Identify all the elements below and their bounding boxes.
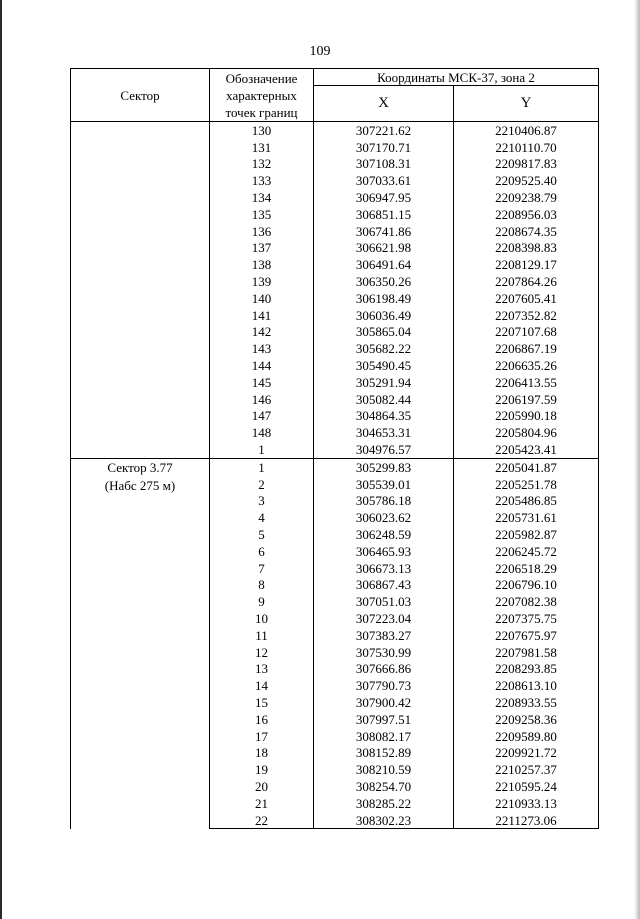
- x-coordinate: 308210.59: [314, 761, 454, 778]
- x-coordinate: 305682.22: [314, 340, 454, 357]
- point-number: 22: [210, 812, 314, 829]
- y-coordinate: 2209238.79: [454, 189, 599, 206]
- point-number: 141: [210, 307, 314, 324]
- point-number: 132: [210, 156, 314, 173]
- table-header: [71, 69, 599, 122]
- y-coordinate: 2209525.40: [454, 172, 599, 189]
- y-coordinate: 2207107.68: [454, 324, 599, 341]
- x-coordinate: 307900.42: [314, 694, 454, 711]
- y-coordinate: 2208129.17: [454, 256, 599, 273]
- sector-cell: [71, 458, 210, 829]
- point-number: 147: [210, 408, 314, 425]
- y-coordinate: 2205251.78: [454, 476, 599, 493]
- x-coordinate: 305539.01: [314, 476, 454, 493]
- y-coordinate: 2207375.75: [454, 610, 599, 627]
- y-coordinate: 2211273.06: [454, 812, 599, 829]
- point-number: 21: [210, 795, 314, 812]
- x-coordinate: 305786.18: [314, 493, 454, 510]
- x-coordinate: 306248.59: [314, 526, 454, 543]
- x-coordinate: 306851.15: [314, 206, 454, 223]
- x-coordinate: 307170.71: [314, 139, 454, 156]
- x-coordinate: 308254.70: [314, 778, 454, 795]
- point-number: 146: [210, 391, 314, 408]
- point-number: 1: [210, 458, 314, 475]
- y-coordinate: 2205041.87: [454, 458, 599, 475]
- header-x: X: [314, 86, 454, 122]
- point-number: 17: [210, 728, 314, 745]
- x-coordinate: 305299.83: [314, 458, 454, 475]
- scan-right-shadow: [634, 0, 640, 919]
- x-coordinate: 306036.49: [314, 307, 454, 324]
- x-coordinate: 306023.62: [314, 509, 454, 526]
- point-number: 20: [210, 778, 314, 795]
- header-sector: Сектор: [71, 69, 210, 122]
- point-number: 144: [210, 357, 314, 374]
- x-coordinate: 307383.27: [314, 627, 454, 644]
- x-coordinate: 308285.22: [314, 795, 454, 812]
- point-number: 2: [210, 476, 314, 493]
- y-coordinate: 2206635.26: [454, 357, 599, 374]
- x-coordinate: 307997.51: [314, 711, 454, 728]
- x-coordinate: 307221.62: [314, 122, 454, 139]
- point-number: 140: [210, 290, 314, 307]
- point-number: 10: [210, 610, 314, 627]
- header-designation: Обозначение характерных точек границ: [210, 69, 314, 122]
- y-coordinate: 2210406.87: [454, 122, 599, 139]
- point-number: 7: [210, 560, 314, 577]
- y-coordinate: 2206197.59: [454, 391, 599, 408]
- point-number: 133: [210, 172, 314, 189]
- point-number: 136: [210, 223, 314, 240]
- y-coordinate: 2205804.96: [454, 424, 599, 441]
- y-coordinate: 2206518.29: [454, 560, 599, 577]
- y-coordinate: 2205990.18: [454, 408, 599, 425]
- point-number: 143: [210, 340, 314, 357]
- point-number: 134: [210, 189, 314, 206]
- point-number: 8: [210, 577, 314, 594]
- x-coordinate: 307108.31: [314, 156, 454, 173]
- x-coordinate: 306491.64: [314, 256, 454, 273]
- y-coordinate: 2207082.38: [454, 593, 599, 610]
- table-row: [71, 122, 599, 139]
- sector-cell: [71, 122, 210, 459]
- x-coordinate: 304864.35: [314, 408, 454, 425]
- x-coordinate: 306350.26: [314, 273, 454, 290]
- point-number: 6: [210, 543, 314, 560]
- y-coordinate: 2210595.24: [454, 778, 599, 795]
- y-coordinate: 2206413.55: [454, 374, 599, 391]
- page-number: 109: [309, 44, 331, 59]
- point-number: 16: [210, 711, 314, 728]
- x-coordinate: 307223.04: [314, 610, 454, 627]
- point-number: 137: [210, 240, 314, 257]
- point-number: 3: [210, 493, 314, 510]
- x-coordinate: 307033.61: [314, 172, 454, 189]
- x-coordinate: 307790.73: [314, 677, 454, 694]
- point-number: 9: [210, 593, 314, 610]
- x-coordinate: 308082.17: [314, 728, 454, 745]
- sector-name: Сектор 3.77: [107, 459, 173, 475]
- point-number: 5: [210, 526, 314, 543]
- point-number: 130: [210, 122, 314, 139]
- x-coordinate: 307666.86: [314, 661, 454, 678]
- y-coordinate: 2207981.58: [454, 644, 599, 661]
- table-body: [71, 122, 599, 829]
- x-coordinate: 306741.86: [314, 223, 454, 240]
- table-row: [71, 458, 599, 475]
- y-coordinate: 2210110.70: [454, 139, 599, 156]
- x-coordinate: 305082.44: [314, 391, 454, 408]
- x-coordinate: 306673.13: [314, 560, 454, 577]
- point-number: 18: [210, 744, 314, 761]
- point-number: 12: [210, 644, 314, 661]
- x-coordinate: 307051.03: [314, 593, 454, 610]
- point-number: 142: [210, 324, 314, 341]
- x-coordinate: 305490.45: [314, 357, 454, 374]
- y-coordinate: 2205982.87: [454, 526, 599, 543]
- point-number: 139: [210, 273, 314, 290]
- point-number: 15: [210, 694, 314, 711]
- y-coordinate: 2205731.61: [454, 509, 599, 526]
- y-coordinate: 2207352.82: [454, 307, 599, 324]
- x-coordinate: 308152.89: [314, 744, 454, 761]
- header-coordinates: Координаты МСК-37, зона 2: [314, 69, 599, 86]
- y-coordinate: 2207605.41: [454, 290, 599, 307]
- point-number: 145: [210, 374, 314, 391]
- y-coordinate: 2210257.37: [454, 761, 599, 778]
- coordinates-table: [70, 68, 599, 829]
- point-number: 19: [210, 761, 314, 778]
- x-coordinate: 306465.93: [314, 543, 454, 560]
- y-coordinate: 2208933.55: [454, 694, 599, 711]
- y-coordinate: 2206867.19: [454, 340, 599, 357]
- x-coordinate: 304976.57: [314, 441, 454, 458]
- x-coordinate: 307530.99: [314, 644, 454, 661]
- y-coordinate: 2209921.72: [454, 744, 599, 761]
- y-coordinate: 2208674.35: [454, 223, 599, 240]
- y-coordinate: 2209817.83: [454, 156, 599, 173]
- x-coordinate: 304653.31: [314, 424, 454, 441]
- point-number: 11: [210, 627, 314, 644]
- y-coordinate: 2209589.80: [454, 728, 599, 745]
- point-number: 14: [210, 677, 314, 694]
- y-coordinate: 2208956.03: [454, 206, 599, 223]
- point-number: 138: [210, 256, 314, 273]
- x-coordinate: 308302.23: [314, 812, 454, 829]
- header-y: Y: [454, 86, 599, 122]
- point-number: 4: [210, 509, 314, 526]
- y-coordinate: 2208613.10: [454, 677, 599, 694]
- y-coordinate: 2208398.83: [454, 240, 599, 257]
- point-number: 148: [210, 424, 314, 441]
- y-coordinate: 2210933.13: [454, 795, 599, 812]
- x-coordinate: 306198.49: [314, 290, 454, 307]
- x-coordinate: 306947.95: [314, 189, 454, 206]
- point-number: 135: [210, 206, 314, 223]
- y-coordinate: 2208293.85: [454, 661, 599, 678]
- point-number: 13: [210, 661, 314, 678]
- y-coordinate: 2205486.85: [454, 493, 599, 510]
- x-coordinate: 305291.94: [314, 374, 454, 391]
- y-coordinate: 2207864.26: [454, 273, 599, 290]
- point-number: 1: [210, 441, 314, 458]
- x-coordinate: 305865.04: [314, 324, 454, 341]
- y-coordinate: 2206245.72: [454, 543, 599, 560]
- y-coordinate: 2206796.10: [454, 577, 599, 594]
- y-coordinate: 2209258.36: [454, 711, 599, 728]
- y-coordinate: 2205423.41: [454, 441, 599, 458]
- x-coordinate: 306621.98: [314, 240, 454, 257]
- scan-left-edge: [0, 0, 2, 919]
- point-number: 131: [210, 139, 314, 156]
- y-coordinate: 2207675.97: [454, 627, 599, 644]
- x-coordinate: 306867.43: [314, 577, 454, 594]
- sector-height: (Набс 275 м): [104, 477, 176, 493]
